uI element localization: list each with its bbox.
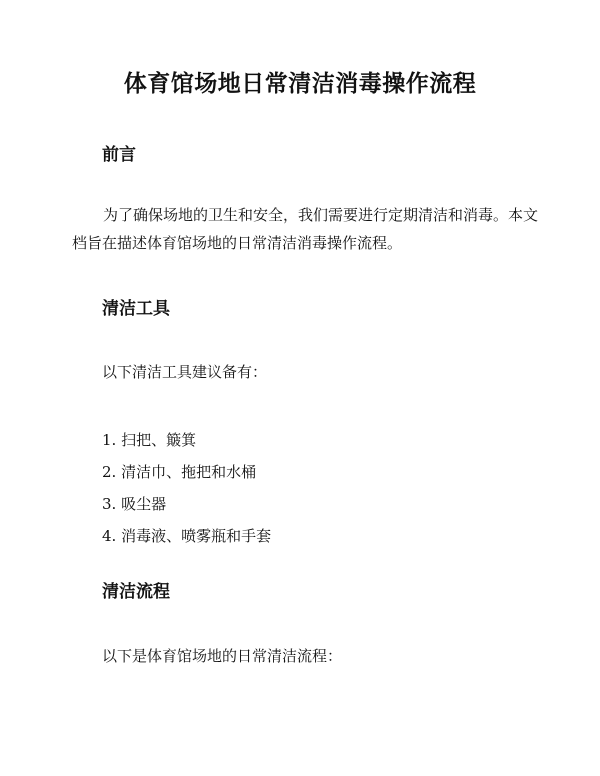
list-item: 4. 消毒液、喷雾瓶和手套 bbox=[102, 527, 272, 545]
section-heading-cleaning-process: 清洁流程 bbox=[102, 582, 170, 602]
cleaning-tools-intro: 以下清洁工具建议备有： bbox=[102, 363, 268, 381]
cleaning-process-intro: 以下是体育馆场地的日常清洁流程： bbox=[102, 647, 343, 665]
section-heading-cleaning-tools: 清洁工具 bbox=[102, 299, 170, 319]
section-heading-preface: 前言 bbox=[102, 145, 136, 165]
document-title: 体育馆场地日常清洁消毒操作流程 bbox=[123, 71, 477, 97]
list-item: 2. 清洁巾、拖把和水桶 bbox=[102, 463, 257, 481]
list-item: 3. 吸尘器 bbox=[102, 495, 167, 513]
cleaning-tools-list bbox=[102, 424, 271, 552]
preface-paragraph: 为了确保场地的卫生和安全，我们需要进行定期清洁和消毒。本文档旨在描述体育馆场地的日常清洁消毒操作流程。 bbox=[72, 206, 539, 252]
list-item: 1. 扫把、簸箕 bbox=[102, 431, 197, 449]
